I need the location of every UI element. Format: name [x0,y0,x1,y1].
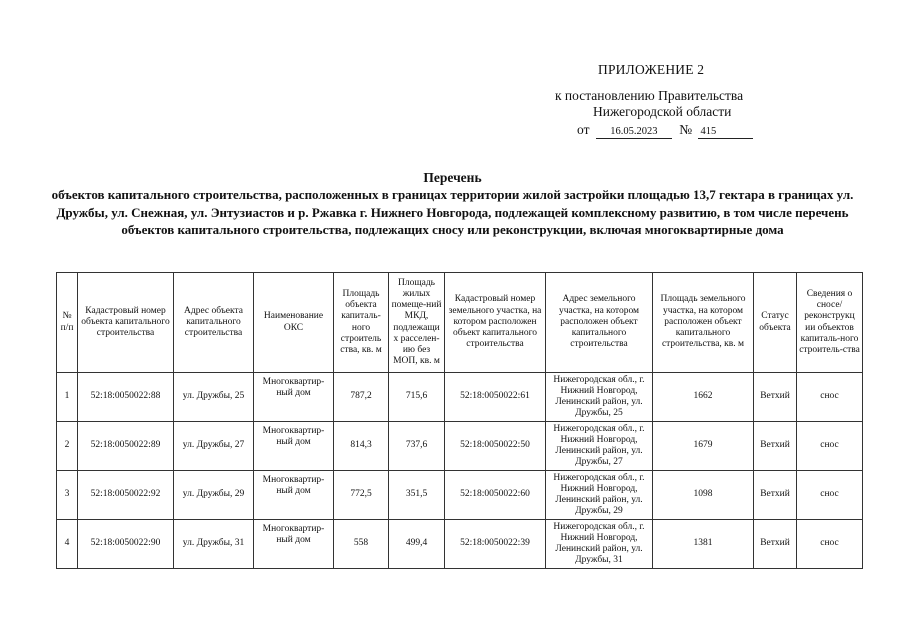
annex-number: 415 [698,126,753,139]
cell-status: Ветхий [754,373,797,422]
objects-table [56,272,863,569]
cell-num: 3 [57,471,78,520]
cell-status: Ветхий [754,520,797,569]
cell-cadastral: 52:18:0050022:89 [78,422,174,471]
cell-land-address: Нижегородская обл., г. Нижний Новгород, Ленинский район, ул. Дружбы, 25 [546,373,653,422]
header-land-area: Площадь земельного участка, на котором расположен объект капитального строительства, кв. м [653,273,754,373]
cell-living-area: 351,5 [389,471,445,520]
cell-name: Многоквартир-ный дом [254,373,334,422]
cell-name: Многоквартир-ный дом [254,520,334,569]
cell-land-area: 1381 [653,520,754,569]
cell-living-area: 499,4 [389,520,445,569]
cell-land-area: 1098 [653,471,754,520]
cell-name: Многоквартир-ный дом [254,471,334,520]
table-row [57,422,863,471]
cell-land-address: Нижегородская обл., г. Нижний Новгород, Ленинский район, ул. Дружбы, 27 [546,422,653,471]
cell-status: Ветхий [754,422,797,471]
cell-area: 772,5 [334,471,389,520]
annex-number-sign: № [679,122,693,137]
cell-address: ул. Дружбы, 31 [174,520,254,569]
cell-land-area: 1679 [653,422,754,471]
cell-num: 2 [57,422,78,471]
table-row [57,520,863,569]
header-land-cadastral: Кадастровый номер земельного участка, на котором расположен объект капитального строительства [445,273,546,373]
cell-area: 814,3 [334,422,389,471]
header-cadastral: Кадастровый номер объекта капитального строительства [78,273,174,373]
header-demolition: Сведения о сносе/ реконструкц ии объектов капиталь-ного строитель-ства [797,273,863,373]
cell-land-cadastral: 52:18:0050022:39 [445,520,546,569]
cell-living-area: 737,6 [389,422,445,471]
cell-num: 1 [57,373,78,422]
cell-demolition: снос [797,373,863,422]
cell-area: 787,2 [334,373,389,422]
header-name: Наименование ОКС [254,273,334,373]
cell-land-cadastral: 52:18:0050022:60 [445,471,546,520]
cell-num: 4 [57,520,78,569]
cell-land-address: Нижегородская обл., г. Нижний Новгород, Ленинский район, ул. Дружбы, 29 [546,471,653,520]
table-header-row [57,273,863,373]
cell-land-cadastral: 52:18:0050022:61 [445,373,546,422]
annex-date: 16.05.2023 [596,126,672,139]
cell-demolition: снос [797,471,863,520]
annex-title: ПРИЛОЖЕНИЕ 2 [598,62,705,77]
annex-decree-line: к постановлению Правительства [555,88,744,103]
document-title: Перечень [423,170,482,185]
table-row [57,373,863,422]
annex-date-number-line [577,122,753,139]
cell-status: Ветхий [754,471,797,520]
header-living-area: Площадь жилых помеще-ний МКД, подлежащи х расселен-ию без МОП, кв. м [389,273,445,373]
cell-land-area: 1662 [653,373,754,422]
annex-region-line: Нижегородской области [593,104,732,119]
cell-demolition: снос [797,422,863,471]
cell-demolition: снос [797,520,863,569]
document-subtitle: объектов капитального строительства, расположенных в границах территории жилой застройки площадью 13,7 гектара в границах ул. Дружбы, ул. Снежная, ул. Энтузиастов и р. Ржавка г. Нижнего Новгорода, подлежащей комплексному развитию, в том числе перечень объектов капитального строительства, подлежащих сносу или реконструкции, включая многоквартирные дома [51,187,854,237]
header-status: Статус объекта [754,273,797,373]
cell-land-address: Нижегородская обл., г. Нижний Новгород, Ленинский район, ул. Дружбы, 31 [546,520,653,569]
table-row [57,471,863,520]
cell-cadastral: 52:18:0050022:88 [78,373,174,422]
cell-cadastral: 52:18:0050022:90 [78,520,174,569]
cell-address: ул. Дружбы, 29 [174,471,254,520]
header-area: Площадь объекта капиталь-ного строитель ства, кв. м [334,273,389,373]
cell-name: Многоквартир-ный дом [254,422,334,471]
cell-cadastral: 52:18:0050022:92 [78,471,174,520]
cell-address: ул. Дружбы, 25 [174,373,254,422]
header-address: Адрес объекта капитального строительства [174,273,254,373]
annex-from-label: от [577,122,590,137]
header-land-address: Адрес земельного участка, на котором расположен объект капитального строительства [546,273,653,373]
header-num: № п/п [57,273,78,373]
cell-area: 558 [334,520,389,569]
cell-land-cadastral: 52:18:0050022:50 [445,422,546,471]
cell-address: ул. Дружбы, 27 [174,422,254,471]
cell-living-area: 715,6 [389,373,445,422]
